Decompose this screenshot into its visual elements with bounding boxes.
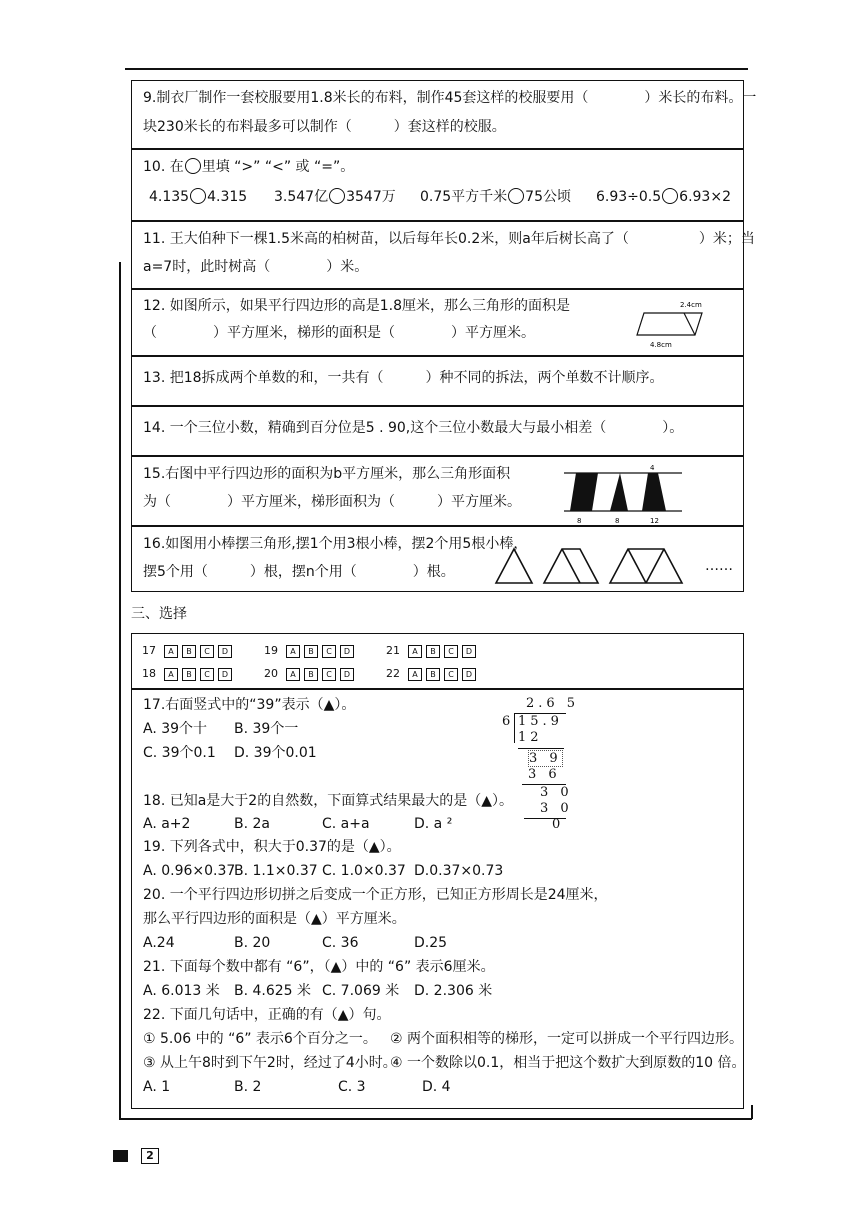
q17-option-d: D. 39个0.01 xyxy=(234,745,317,761)
q21-option-d: D. 2.306 米 xyxy=(414,983,493,999)
answer-row-1c xyxy=(386,644,480,658)
q18-option-b: B. 2a xyxy=(234,816,270,832)
q10-item-4 xyxy=(596,188,731,206)
division-step-5: 3 0 xyxy=(540,801,573,816)
section-title: 三、选择 xyxy=(131,606,187,622)
division-step-2: 3 9 xyxy=(529,751,562,766)
q17-option-a: A. 39个十 xyxy=(143,721,208,737)
answer-q18-label: 18 xyxy=(142,667,156,680)
answer-grid-box xyxy=(131,633,744,689)
division-step-3: 3 6 xyxy=(528,767,561,782)
q14-line-1: 14. 一个三位小数，精确到百分位是5 . 90,这个三位小数最大与最小相差（ ）。 xyxy=(143,420,684,436)
q10-item-3-left: 0.75平方千米 xyxy=(420,189,508,205)
q22-option-a: A. 1 xyxy=(143,1079,171,1095)
q10-label: 10. 在 xyxy=(143,159,184,175)
question-11-box xyxy=(131,221,755,289)
answer-q18-b[interactable]: B xyxy=(182,668,196,681)
question-12-box xyxy=(131,289,744,356)
left-margin-line xyxy=(119,262,121,1120)
q19-option-a: A. 0.96×0.37 xyxy=(143,863,236,879)
q15-figure xyxy=(562,461,692,525)
q20-option-c: C. 36 xyxy=(322,935,359,951)
q17-option-c: C. 39个0.1 xyxy=(143,745,216,761)
answer-q22-d[interactable]: D xyxy=(462,668,476,681)
q21-option-c: C. 7.069 米 xyxy=(322,983,400,999)
q20-stem-2: 那么平行四边形的面积是（▲）平方厘米。 xyxy=(143,911,406,927)
answer-q20-d[interactable]: D xyxy=(340,668,354,681)
q12-line-2: （ ）平方厘米，梯形的面积是（ ）平方厘米。 xyxy=(143,325,535,341)
q12-line-1: 12. 如图所示，如果平行四边形的高是1.8厘米，那么三角形的面积是 xyxy=(143,298,570,314)
compare-circle-3[interactable] xyxy=(508,188,524,204)
answer-q20-c[interactable]: C xyxy=(322,668,336,681)
q15-line-1: 15.右图中平行四边形的面积为b平方厘米，那么三角形面积 xyxy=(143,466,511,482)
q18-option-c: C. a+a xyxy=(322,816,370,832)
answer-q17-d[interactable]: D xyxy=(218,645,232,658)
q22-statement-1: ① 5.06 中的 “6” 表示6个百分之一。 xyxy=(143,1031,377,1047)
q15-fig-top-label: 4 xyxy=(650,464,655,472)
q11-line-1: 11. 王大伯种下一棵1.5米高的柏树苗，以后每年长0.2米，则a年后树长高了（ ）米；当 xyxy=(143,231,755,247)
question-16-box xyxy=(131,526,744,592)
q20-option-d: D.25 xyxy=(414,935,448,951)
q22-statement-2: ② 两个面积相等的梯形，一定可以拼成一个平行四边形。 xyxy=(390,1031,743,1047)
q15-fig-label-2: 8 xyxy=(615,517,620,525)
answer-q22-b[interactable]: B xyxy=(426,668,440,681)
q12-figure xyxy=(622,295,712,350)
answer-row-2 xyxy=(142,667,236,681)
q10-item-3-right: 75公顷 xyxy=(525,189,571,205)
q10-item-4-left: 6.93÷0.5 xyxy=(596,189,662,205)
q22-statement-4: ④ 一个数除以0.1，相当于把这个数扩大到原数的10 倍。 xyxy=(390,1055,746,1071)
division-step-1: 12 xyxy=(518,730,543,745)
q15-fig-label-3: 12 xyxy=(650,517,659,525)
division-divisor: 6 xyxy=(502,714,515,729)
answer-q20-a[interactable]: A xyxy=(286,668,300,681)
question-10-box xyxy=(131,149,744,221)
answer-q21-label: 21 xyxy=(386,644,400,657)
q20-option-a: A.24 xyxy=(143,935,175,951)
q13-line-1: 13. 把18拆成两个单数的和，一共有（ ）种不同的拆法，两个单数不计顺序。 xyxy=(143,370,664,386)
q18-option-a: A. a+2 xyxy=(143,816,191,832)
answer-row-2c xyxy=(386,667,480,681)
answer-q20-label: 20 xyxy=(264,667,278,680)
answer-q22-a[interactable]: A xyxy=(408,668,422,681)
q16-figure xyxy=(492,541,692,587)
answer-q18-a[interactable]: A xyxy=(164,668,178,681)
answer-q17-label: 17 xyxy=(142,644,156,657)
q22-option-d: D. 4 xyxy=(422,1079,451,1095)
answer-q17-a[interactable]: A xyxy=(164,645,178,658)
page-number: 2 xyxy=(141,1148,159,1164)
answer-q20-b[interactable]: B xyxy=(304,668,318,681)
choice-questions-box xyxy=(131,689,744,1109)
q21-option-a: A. 6.013 米 xyxy=(143,983,220,999)
answer-q21-a[interactable]: A xyxy=(408,645,422,658)
answer-q17-c[interactable]: C xyxy=(200,645,214,658)
compare-circle-4[interactable] xyxy=(662,188,678,204)
answer-q18-d[interactable]: D xyxy=(218,668,232,681)
q19-stem: 19. 下列各式中，积大于0.37的是（▲）。 xyxy=(143,839,401,855)
answer-q19-c[interactable]: C xyxy=(322,645,336,658)
answer-q18-c[interactable]: C xyxy=(200,668,214,681)
division-quotient: 2.6 5 xyxy=(526,696,580,711)
footer-marker xyxy=(113,1150,128,1162)
q10-instruction: 里填 “>” “<” 或 “=”。 xyxy=(201,159,355,175)
answer-q22-label: 22 xyxy=(386,667,400,680)
answer-q21-d[interactable]: D xyxy=(462,645,476,658)
answer-q17-b[interactable]: B xyxy=(182,645,196,658)
q21-stem: 21. 下面每个数中都有 “6”，（▲）中的 “6” 表示6厘米。 xyxy=(143,959,495,975)
answer-q19-b[interactable]: B xyxy=(304,645,318,658)
division-dividend: 15.9 xyxy=(518,714,563,729)
q10-item-1-right: 4.315 xyxy=(207,189,248,205)
q17-stem: 17.右面竖式中的“39”表示（▲）。 xyxy=(143,697,356,713)
q12-fig-bottom-label: 4.8cm xyxy=(650,341,672,349)
q17-option-b: B. 39个一 xyxy=(234,721,299,737)
q10-item-3 xyxy=(420,188,571,206)
q9-line-1: 9.制衣厂制作一套校服要用1.8米长的布料，制作45套这样的校服要用（ ）米长的布料。一 xyxy=(143,90,757,106)
division-line-1 xyxy=(518,748,564,749)
top-rule xyxy=(125,68,748,70)
q19-option-c: C. 1.0×0.37 xyxy=(322,863,406,879)
q10-item-4-right: 6.93×2 xyxy=(679,189,731,205)
q12-fig-top-label: 2.4cm xyxy=(680,301,702,309)
answer-q19-a[interactable]: A xyxy=(286,645,300,658)
answer-row-1b xyxy=(264,644,358,658)
right-margin-line xyxy=(751,1105,753,1119)
question-15-box xyxy=(131,456,744,526)
q19-option-b: B. 1.1×0.37 xyxy=(234,863,318,879)
q11-line-2: a=7时，此时树高（ ）米。 xyxy=(143,259,369,275)
q22-option-c: C. 3 xyxy=(338,1079,366,1095)
answer-row-2b xyxy=(264,667,358,681)
q19-option-d: D.0.37×0.73 xyxy=(414,863,504,879)
answer-q21-c[interactable]: C xyxy=(444,645,458,658)
division-bracket xyxy=(514,713,515,743)
q15-line-2: 为（ ）平方厘米，梯形面积为（ ）平方厘米。 xyxy=(143,494,521,510)
q10-line-1 xyxy=(143,158,354,176)
q22-statement-3: ③ 从上午8时到下午2时，经过了4小时。 xyxy=(143,1055,397,1071)
compare-circle-2[interactable] xyxy=(329,188,345,204)
question-14-box xyxy=(131,406,744,456)
q18-option-d: D. a ² xyxy=(414,816,453,832)
answer-q22-c[interactable]: C xyxy=(444,668,458,681)
q16-ellipsis: …… xyxy=(705,558,733,574)
circle-icon xyxy=(185,158,201,174)
q21-option-b: B. 4.625 米 xyxy=(234,983,312,999)
answer-q19-label: 19 xyxy=(264,644,278,657)
bottom-margin-line xyxy=(119,1118,752,1120)
q22-stem: 22. 下面几句话中，正确的有（▲）句。 xyxy=(143,1007,391,1023)
q20-stem: 20. 一个平行四边形切拼之后变成一个正方形，已知正方形周长是24厘米， xyxy=(143,887,608,903)
q22-option-b: B. 2 xyxy=(234,1079,262,1095)
q10-item-1 xyxy=(149,188,247,206)
answer-row-1 xyxy=(142,644,236,658)
q10-item-1-left: 4.135 xyxy=(149,189,190,205)
division-step-6: 0 xyxy=(552,817,565,832)
q10-item-2-right: 3547万 xyxy=(346,189,396,205)
q9-line-2: 块230米长的布料最多可以制作（ ）套这样的校服。 xyxy=(143,119,506,135)
compare-circle-1[interactable] xyxy=(190,188,206,204)
q15-fig-label-1: 8 xyxy=(577,517,582,525)
q18-stem: 18. 已知a是大于2的自然数，下面算式结果最大的是（▲）。 xyxy=(143,793,513,809)
answer-q19-d[interactable]: D xyxy=(340,645,354,658)
question-9-box xyxy=(131,80,757,149)
q20-option-b: B. 20 xyxy=(234,935,271,951)
q10-item-2-left: 3.547亿 xyxy=(274,189,329,205)
question-13-box xyxy=(131,356,744,406)
q10-item-2 xyxy=(274,188,396,206)
division-step-4: 3 0 xyxy=(540,785,573,800)
q16-line-1: 16.如图用小棒摆三角形,摆1个用3根小棒，摆2个用5根小棒， xyxy=(143,536,528,552)
q16-line-2: 摆5个用（ ）根，摆n个用（ ）根。 xyxy=(143,564,455,580)
answer-q21-b[interactable]: B xyxy=(426,645,440,658)
